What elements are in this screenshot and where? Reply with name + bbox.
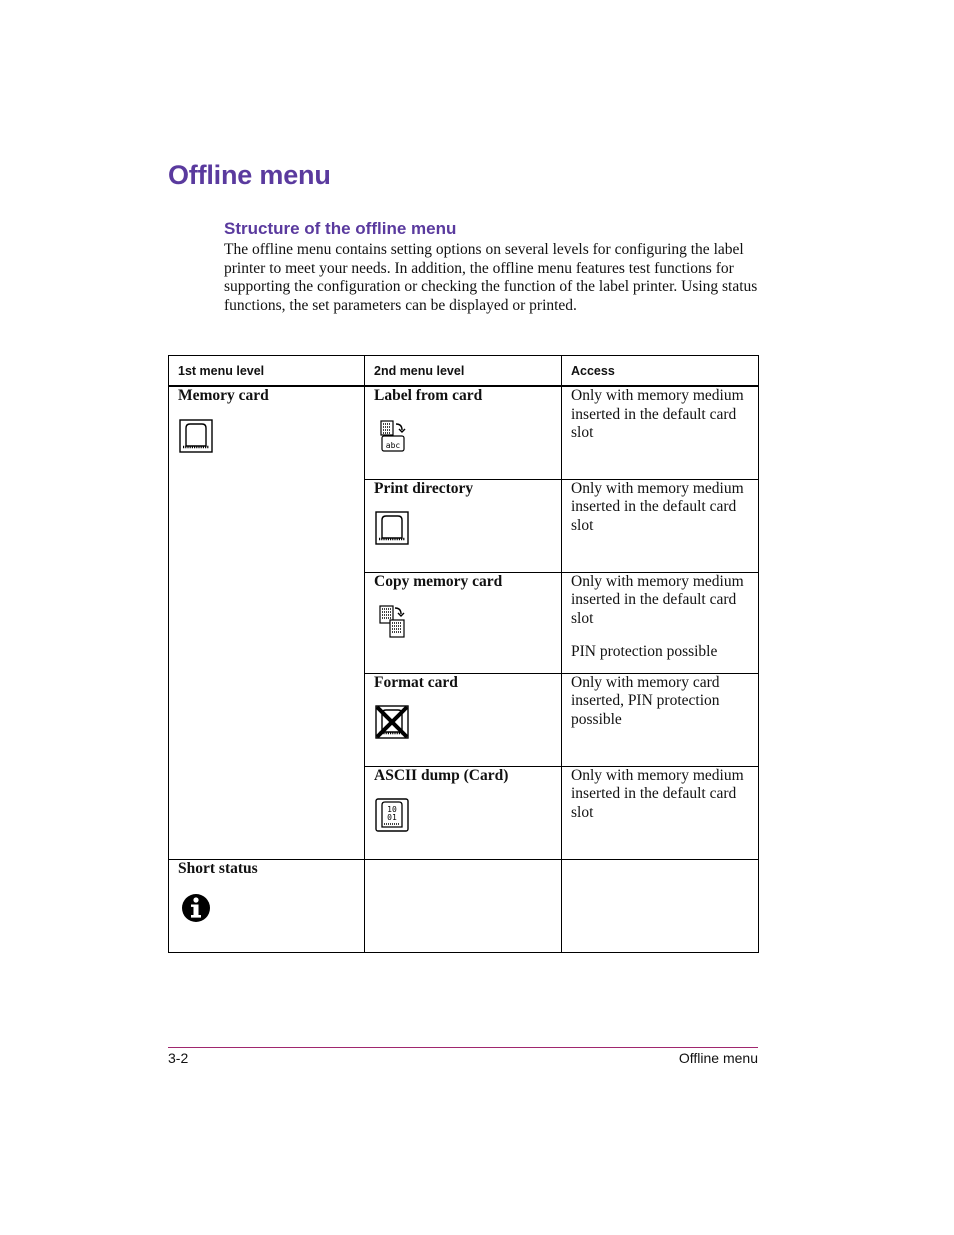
header-access: Access	[562, 356, 759, 387]
access-label-from-card	[562, 386, 759, 479]
table-header-row	[169, 356, 759, 387]
footer-rule	[168, 1047, 758, 1048]
access-text: Only with memory medium inserted in the default card slot	[571, 572, 744, 627]
table-row	[169, 859, 759, 952]
copy-card-icon	[374, 603, 410, 639]
sub-item-print-directory	[365, 479, 562, 572]
first-level-label: Short status	[178, 859, 258, 877]
sub-item-empty	[365, 859, 562, 952]
access-print-directory	[562, 479, 759, 572]
access-format-card	[562, 673, 759, 766]
first-level-short-status	[169, 859, 365, 952]
access-ascii-dump	[562, 766, 759, 859]
section-title: Structure of the offline menu	[224, 219, 457, 238]
sub-item-label: Print directory	[374, 479, 474, 497]
header-1st-menu-level: 1st menu level	[169, 356, 365, 387]
first-level-memory-card	[169, 386, 365, 859]
ascii-dump-icon	[374, 797, 410, 833]
sub-item-label: Format card	[374, 673, 458, 691]
footer-page-number: 3-2	[168, 1050, 189, 1066]
first-level-label: Memory card	[178, 387, 269, 404]
access-text: Only with memory medium inserted in the default card slot	[571, 766, 744, 821]
sub-item-ascii-dump	[365, 766, 562, 859]
info-icon	[178, 890, 214, 926]
offline-menu-table	[168, 355, 759, 953]
sub-item-label-from-card	[365, 386, 562, 479]
sub-item-label: ASCII dump (Card)	[374, 766, 509, 784]
intro-paragraph: The offline menu contains setting options on several levels for configuring the label printer to meet your needs. In addition, the offline menu features test functions for supporting the configuration or checking the function of the label printer. Using status functions, the set parameters can be displayed or printed.	[224, 241, 758, 315]
access-text: Only with memory medium inserted in the default card slot	[571, 479, 744, 534]
svg-text:10: 10	[387, 805, 397, 815]
page-title: Offline menu	[168, 160, 331, 190]
table-row	[169, 386, 759, 479]
sub-item-copy-memory-card	[365, 572, 562, 673]
svg-text:01: 01	[387, 813, 397, 823]
footer-chapter: Offline menu	[678, 1050, 758, 1066]
sub-item-format-card	[365, 673, 562, 766]
sub-item-label: Copy memory card	[374, 572, 503, 590]
access-copy-memory-card	[562, 572, 759, 673]
access-text: Only with memory medium inserted in the default card slot	[571, 387, 744, 442]
access-empty	[562, 859, 759, 952]
header-2nd-menu-level: 2nd menu level	[365, 356, 562, 387]
sub-item-label: Label from card	[374, 387, 483, 404]
access-text: Only with memory card inserted, PIN protection possible	[571, 673, 720, 728]
access-note: PIN protection possible	[571, 642, 718, 660]
label-from-card-icon	[374, 418, 410, 454]
format-card-icon	[374, 704, 410, 740]
svg-text:abc: abc	[385, 440, 401, 450]
memory-card-icon	[178, 418, 214, 454]
memory-card-icon	[374, 510, 410, 546]
